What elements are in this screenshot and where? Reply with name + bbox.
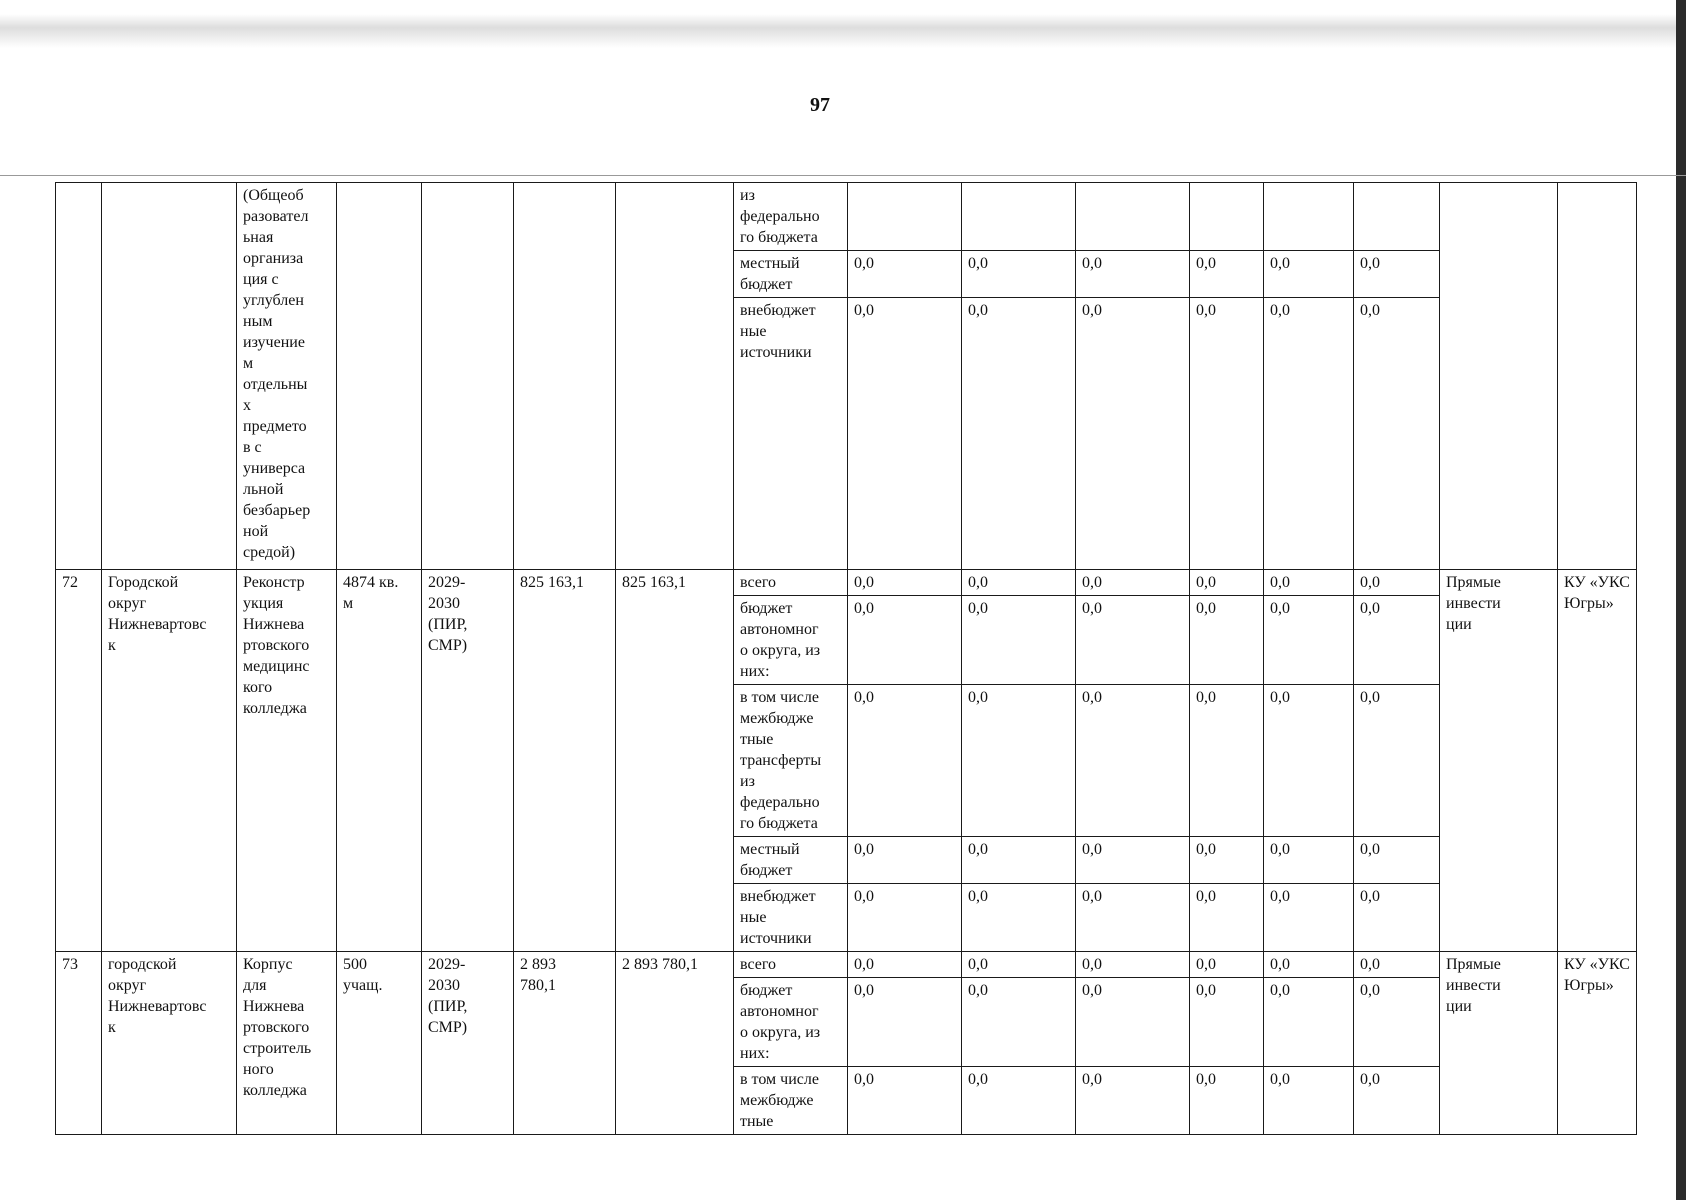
funding-value-cell: 0,0 — [962, 251, 1076, 298]
funding-value-cell: 0,0 — [1264, 570, 1354, 596]
period-cell: 2029- 2030 (ПИР, СМР) — [422, 952, 514, 1135]
funding-value-cell: 0,0 — [1264, 952, 1354, 978]
funding-value-cell: 0,0 — [848, 570, 962, 596]
estimated-cost-cell: 825 163,1 — [514, 570, 616, 952]
funding-value-cell: 0,0 — [848, 596, 962, 685]
funding-value-cell: 0,0 — [962, 952, 1076, 978]
funding-value-cell: 0,0 — [1354, 978, 1440, 1067]
funding-value-cell: 0,0 — [1076, 952, 1190, 978]
row-number-cell — [56, 183, 102, 570]
funding-value-cell: 0,0 — [1076, 1067, 1190, 1135]
capacity-cell — [337, 183, 422, 570]
funding-value-cell: 0,0 — [1190, 596, 1264, 685]
funding-value-cell — [1190, 183, 1264, 251]
funding-value-cell: 0,0 — [1354, 685, 1440, 837]
funding-value-cell: 0,0 — [1264, 978, 1354, 1067]
customer-cell — [1558, 183, 1637, 570]
funding-value-cell: 0,0 — [1264, 837, 1354, 884]
estimated-cost-cell: 2 893 780,1 — [514, 952, 616, 1135]
funding-value-cell — [962, 183, 1076, 251]
capacity-cell: 500 учащ. — [337, 952, 422, 1135]
investment-mechanism-cell: Прямые инвести ции — [1440, 952, 1558, 1135]
funding-source-label: из федерально го бюджета — [734, 183, 848, 251]
funding-value-cell: 0,0 — [962, 837, 1076, 884]
funding-value-cell: 0,0 — [1354, 596, 1440, 685]
funding-value-cell: 0,0 — [1076, 570, 1190, 596]
funding-value-cell: 0,0 — [962, 685, 1076, 837]
funding-value-cell: 0,0 — [1354, 1067, 1440, 1135]
funding-value-cell: 0,0 — [1264, 1067, 1354, 1135]
funding-value-cell: 0,0 — [1190, 884, 1264, 952]
funding-value-cell: 0,0 — [1354, 837, 1440, 884]
territory-cell: Городской округ Нижневартовс к — [102, 570, 237, 952]
scan-right-edge — [1676, 0, 1686, 1200]
remaining-cost-cell — [616, 183, 734, 570]
customer-cell: КУ «УКС Югры» — [1558, 952, 1637, 1135]
funding-value-cell: 0,0 — [848, 298, 962, 570]
estimated-cost-cell — [514, 183, 616, 570]
funding-value-cell: 0,0 — [1190, 685, 1264, 837]
funding-value-cell: 0,0 — [848, 685, 962, 837]
funding-source-label: местный бюджет — [734, 837, 848, 884]
funding-value-cell: 0,0 — [1264, 298, 1354, 570]
funding-source-label: бюджет автономног о округа, из них: — [734, 978, 848, 1067]
scan-top-shadow — [0, 14, 1686, 48]
funding-value-cell — [848, 183, 962, 251]
funding-value-cell: 0,0 — [1264, 685, 1354, 837]
funding-value-cell: 0,0 — [962, 570, 1076, 596]
row-number-cell: 73 — [56, 952, 102, 1135]
funding-value-cell: 0,0 — [848, 251, 962, 298]
funding-value-cell: 0,0 — [1190, 251, 1264, 298]
funding-value-cell: 0,0 — [848, 884, 962, 952]
funding-value-cell: 0,0 — [848, 837, 962, 884]
investment-mechanism-cell: Прямые инвести ции — [1440, 570, 1558, 952]
table-body — [56, 183, 1637, 1135]
capacity-cell: 4874 кв. м — [337, 570, 422, 952]
funding-value-cell: 0,0 — [1076, 978, 1190, 1067]
funding-value-cell: 0,0 — [1190, 1067, 1264, 1135]
funding-value-cell: 0,0 — [848, 1067, 962, 1135]
funding-source-label: внебюджет ные источники — [734, 298, 848, 570]
funding-value-cell — [1264, 183, 1354, 251]
funding-value-cell: 0,0 — [1076, 837, 1190, 884]
funding-value-cell: 0,0 — [848, 978, 962, 1067]
table-row — [56, 183, 1637, 251]
territory-cell — [102, 183, 237, 570]
investment-mechanism-cell — [1440, 183, 1558, 570]
funding-value-cell: 0,0 — [1264, 884, 1354, 952]
object-name-cell: Реконстр укция Нижнева ртовского медицинс кого колледжа — [237, 570, 337, 952]
funding-value-cell — [1354, 183, 1440, 251]
funding-value-cell: 0,0 — [1190, 298, 1264, 570]
period-cell: 2029- 2030 (ПИР, СМР) — [422, 570, 514, 952]
funding-value-cell: 0,0 — [962, 596, 1076, 685]
funding-value-cell: 0,0 — [1264, 596, 1354, 685]
funding-value-cell: 0,0 — [1076, 298, 1190, 570]
object-name-cell: (Общеоб разовател ьная организа ция с углублен ным изучение м отдельны х предмето в с универса льной безбарьер ной средой) — [237, 183, 337, 570]
funding-value-cell: 0,0 — [848, 952, 962, 978]
funding-source-label: внебюджет ные источники — [734, 884, 848, 952]
funding-value-cell: 0,0 — [1190, 978, 1264, 1067]
funding-value-cell: 0,0 — [1190, 952, 1264, 978]
territory-cell: городской округ Нижневартовс к — [102, 952, 237, 1135]
customer-cell: КУ «УКС Югры» — [1558, 570, 1637, 952]
funding-value-cell: 0,0 — [1354, 298, 1440, 570]
funding-value-cell — [1076, 183, 1190, 251]
funding-value-cell: 0,0 — [962, 884, 1076, 952]
remaining-cost-cell: 2 893 780,1 — [616, 952, 734, 1135]
object-name-cell: Корпус для Нижнева ртовского строитель ного колледжа — [237, 952, 337, 1135]
page-rule — [0, 175, 1686, 176]
funding-value-cell: 0,0 — [1354, 251, 1440, 298]
page-number: 97 — [810, 94, 830, 116]
funding-value-cell: 0,0 — [1076, 251, 1190, 298]
funding-value-cell: 0,0 — [962, 298, 1076, 570]
funding-value-cell: 0,0 — [1354, 884, 1440, 952]
table-row — [56, 952, 1637, 978]
funding-source-label: в том числе межбюдже тные — [734, 1067, 848, 1135]
funding-value-cell: 0,0 — [1354, 570, 1440, 596]
remaining-cost-cell: 825 163,1 — [616, 570, 734, 952]
funding-value-cell: 0,0 — [1190, 570, 1264, 596]
funding-value-cell: 0,0 — [962, 1067, 1076, 1135]
funding-value-cell: 0,0 — [1354, 952, 1440, 978]
funding-value-cell: 0,0 — [1190, 837, 1264, 884]
period-cell — [422, 183, 514, 570]
row-number-cell: 72 — [56, 570, 102, 952]
table-row — [56, 570, 1637, 596]
funding-source-label: местный бюджет — [734, 251, 848, 298]
funding-source-label: всего — [734, 952, 848, 978]
budget-table — [55, 182, 1637, 1135]
funding-value-cell: 0,0 — [1264, 251, 1354, 298]
funding-value-cell: 0,0 — [1076, 596, 1190, 685]
funding-value-cell: 0,0 — [962, 978, 1076, 1067]
funding-value-cell: 0,0 — [1076, 884, 1190, 952]
funding-source-label: в том числе межбюдже тные трансферты из федерально го бюджета — [734, 685, 848, 837]
funding-value-cell: 0,0 — [1076, 685, 1190, 837]
funding-source-label: бюджет автономног о округа, из них: — [734, 596, 848, 685]
funding-source-label: всего — [734, 570, 848, 596]
